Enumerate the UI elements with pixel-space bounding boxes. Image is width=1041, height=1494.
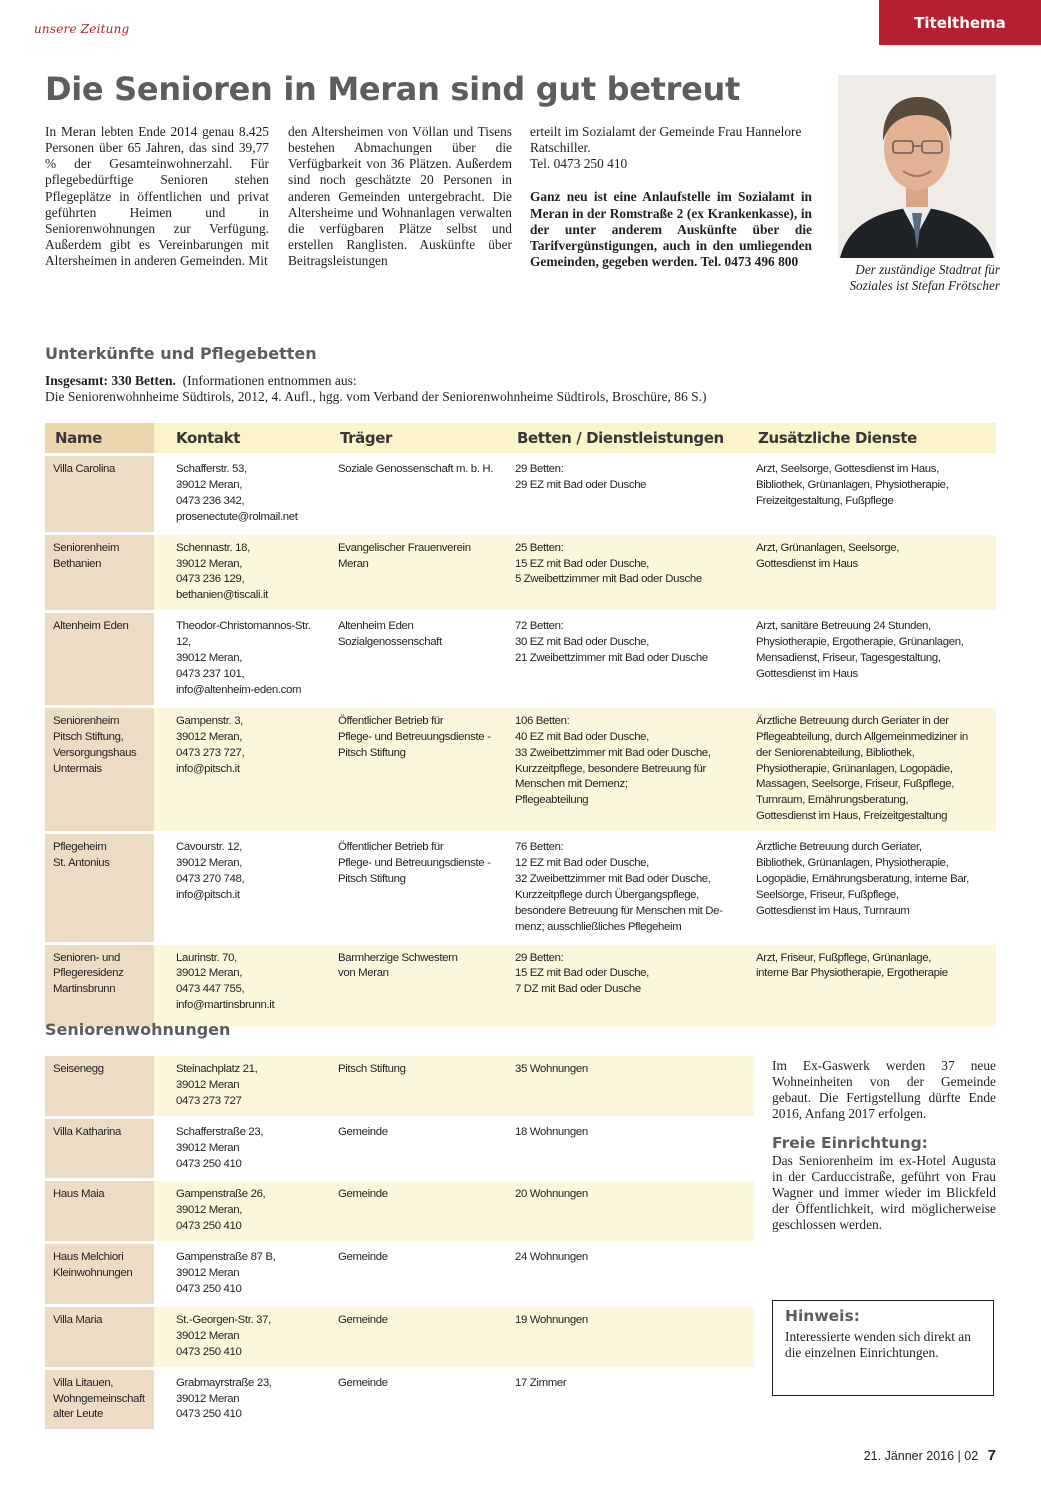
facility-services: Ärztliche Betreuung durch Geriater, Bibliothek, Grünanlagen, Physiotherapie, Logopädie, Ernährungsberatung, interne Bar, Seelsorge, Friseur, Fußpflege, Gottesdienst im Haus, Turnraum (756, 841, 969, 917)
facility-operator: Barmherzige Schwestern von Meran (338, 951, 458, 980)
hint-heading: Hinweis: (785, 1307, 860, 1325)
table-row (45, 834, 996, 941)
page-footer (760, 1447, 996, 1464)
facility-contact: Schafferstr. 53, 39012 Meran, 0473 236 342, prosenectute@rolmail.net (176, 463, 298, 523)
source-line-1: (Informationen entnommen aus: (182, 373, 357, 388)
apartment-units: 24 Wohnungen (515, 1251, 588, 1264)
apartment-units: 18 Wohnungen (515, 1125, 588, 1138)
apartment-contact: Schafferstraße 23, 39012 Meran 0473 250 410 (176, 1125, 264, 1170)
facility-operator: Öffentlicher Betrieb für Pflege- und Betreuungsdienste - Pitsch Stiftung (338, 841, 491, 885)
apartment-contact: Gampenstraße 26, 39012 Meran, 0473 250 410 (176, 1188, 266, 1233)
apartment-operator: Gemeinde (338, 1125, 388, 1138)
intro-column-1 (45, 124, 269, 269)
care-homes-table (45, 420, 996, 1030)
facility-beds: 29 Betten: 15 EZ mit Bad oder Dusche, 7 DZ mit Bad oder Dusche (515, 951, 649, 996)
intro-text-2: den Altersheimen von Völlan und Tisens bestehen Abmachungen über die Verfügbarkeit von 36 Plätzen. Außerdem sind noch geschätzte 20 Personen in anderen Gemeinden untergebracht. Die Altersheime und Wohnanlagen verwalten die verfügbaren Plätze selbst und erstellen Ranglisten. Auskünfte über Beitragsleistungen (288, 124, 512, 269)
facility-beds: 25 Betten: 15 EZ mit Bad oder Dusche, 5 Zweibettzimmer mit Bad oder Dusche (515, 541, 702, 586)
table-row (45, 1244, 754, 1304)
facility-contact: Theodor-Christomannos-Str. 12, 39012 Meran, 0473 237 101, info@altenheim-eden.com (176, 620, 311, 696)
portrait-photo (838, 75, 996, 258)
article-headline: Die Senioren in Meran sind gut betreut (45, 70, 741, 108)
masthead-logo: unsere Zeitung (34, 22, 130, 36)
facility-services: Arzt, sanitäre Betreuung 24 Stunden, Physiotherapie, Ergotherapie, Grünanlagen, Mensadienst, Friseur, Tagesgestaltung, Gottesdienst im Haus (756, 620, 964, 680)
apartment-name: Villa Litauen, Wohngemeinschaft alter Leute (53, 1376, 145, 1421)
portrait-illustration (838, 75, 996, 258)
table-row (45, 945, 996, 1027)
facility-contact: Cavourstr. 12, 39012 Meran, 0473 270 748, info@pitsch.it (176, 841, 245, 901)
facility-services: Arzt, Grünanlagen, Seelsorge, Gottesdienst im Haus (756, 541, 900, 570)
facility-beds: 106 Betten: 40 EZ mit Bad oder Dusche, 33 Zweibettzimmer mit Bad oder Dusche, Kurzzeitpflege, besondere Betreuung für Menschen mit Demenz; Pflegeabteilung (515, 714, 711, 807)
sidebar-notes (772, 1058, 996, 1234)
facility-name: Seniorenheim Bethanien (53, 541, 120, 570)
facility-operator: Altenheim Eden Sozialgenossenschaft (338, 620, 442, 649)
apartment-units: 17 Zimmer (515, 1376, 567, 1389)
hint-box (772, 1300, 994, 1396)
facility-name: Seniorenheim Pitsch Stiftung, Versorgungshaus Untermais (53, 714, 137, 775)
senior-apartments-table (45, 1053, 754, 1432)
apartment-contact: St.-Georgen-Str. 37, 39012 Meran 0473 250 410 (176, 1313, 271, 1358)
intro-column-2 (288, 124, 512, 269)
apartment-contact: Gampenstraße 87 B, 39012 Meran 0473 250 410 (176, 1251, 276, 1295)
facility-name: Altenheim Eden (53, 620, 129, 633)
source-line-2: Die Seniorenwohnheime Südtirols, 2012, 4. Aufl., hgg. vom Verband der Seniorenwohnheime Südtirols, Broschüre, 86 S.) (45, 389, 707, 405)
table-row (45, 1181, 754, 1241)
intro-text-1: In Meran lebten Ende 2014 genau 8.425 Personen über 65 Jahren, das sind 39,77 % der Gesamteinwohnerzahl. Für pflegebedürftige Senioren stehen Pflegeplätze in öffentlichen und privat geführten Heimen und in Seniorenwohnungen zur Verfügung. Außerdem gibt es Vereinbarungen mit Altersheimen in anderen Gemeinden. Mit (45, 124, 269, 269)
photo-caption: Der zuständige Stadtrat für Soziales ist Stefan Frötscher (849, 262, 1000, 293)
intro-column-3 (530, 124, 812, 270)
apartment-name: Seisenegg (53, 1063, 104, 1075)
apartment-operator: Gemeinde (338, 1376, 388, 1389)
intro-text-bold: Ganz neu ist eine Anlaufstelle im Sozialamt in Meran in der Romstraße 2 (ex Krankenkasse), in der unter anderem Auskünfte über die Tarifvergünstigungen, auch in den umliegenden Gemeinden, gegeben werden. Tel. 0473 496 800 (530, 189, 812, 270)
table-row (45, 1056, 754, 1116)
table-row (45, 1307, 754, 1367)
table-header-row (45, 423, 996, 453)
apartment-name: Villa Maria (53, 1313, 103, 1326)
free-facility-text: Das Seniorenheim im ex-Hotel Augusta in der Carduccistraße, geführt von Frau Wagner und immer wieder im Blickfeld der Öffentlichkeit, wird möglicherweise geschlossen werden. (772, 1152, 996, 1233)
hint-text: Interessierte wenden sich direkt an die einzelnen Einrichtungen. (785, 1329, 971, 1360)
column-header-contact: Kontakt (154, 423, 330, 453)
apartment-units: 19 Wohnungen (515, 1313, 588, 1326)
page-number: 7 (987, 1447, 996, 1464)
apartment-operator: Gemeinde (338, 1313, 388, 1326)
apartment-operator: Gemeinde (338, 1251, 388, 1264)
apartment-units: 20 Wohnungen (515, 1188, 588, 1201)
apartment-units: 35 Wohnungen (515, 1063, 588, 1075)
column-header-beds: Betten / Dienstleistungen (507, 423, 748, 453)
section-heading-apartments: Seniorenwohnungen (45, 1020, 231, 1039)
facility-services: Arzt, Friseur, Fußpflege, Grünanlage, interne Bar Physiotherapie, Ergotherapie (756, 951, 948, 980)
facility-contact: Schennastr. 18, 39012 Meran, 0473 236 129, bethanien@tiscali.it (176, 541, 268, 602)
apartment-operator: Gemeinde (338, 1188, 388, 1201)
section-tab: Titelthema (879, 0, 1041, 45)
apartment-name: Haus Maia (53, 1188, 105, 1201)
facility-beds: 29 Betten: 29 EZ mit Bad oder Dusche (515, 463, 647, 491)
section-heading-accommodation: Unterkünfte und Pflegebetten (45, 344, 317, 363)
total-beds: Insgesamt: 330 Betten. (45, 373, 176, 388)
table-row (45, 535, 996, 611)
intro-text-3: erteilt im Sozialamt der Gemeinde Frau Hannelore Ratschiller. Tel. 0473 250 410 (530, 124, 802, 172)
facility-beds: 76 Betten: 12 EZ mit Bad oder Dusche, 32 Zweibettzimmer mit Bad oder Dusche, Kurzzeitpflege durch Übergangspflege, besondere Betreuung für Menschen mit De- menz; ausschließliches Pflegeheim (515, 841, 723, 933)
apartment-name: Villa Katharina (53, 1125, 121, 1138)
facility-contact: Laurinstr. 70, 39012 Meran, 0473 447 755, info@martinsbrunn.it (176, 951, 275, 1012)
apartment-contact: Grabmayrstraße 23, 39012 Meran 0473 250 410 (176, 1376, 272, 1421)
facility-services: Ärztliche Betreuung durch Geriater in der Pflegeabteilung, durch Allgemeinmediziner in der Seniorenabteilung, Bibliothek, Physiotherapie, Grünanlagen, Logopädie, Massagen, Seelsorge, Friseur, Fußpflege, Turnraum, Ernährungsberatung, Gottesdienst im Haus, Freizeitgestaltung (756, 714, 968, 823)
column-header-services: Zusätzliche Dienste (748, 423, 996, 453)
free-facility-heading: Freie Einrichtung: (772, 1133, 928, 1152)
facility-name: Pflegeheim St. Antonius (53, 841, 110, 870)
facility-name: Senioren- und Pflegeresidenz Martinsbrunn (53, 951, 124, 996)
apartment-contact: Steinachplatz 21, 39012 Meran 0473 273 727 (176, 1063, 258, 1107)
facility-operator: Evangelischer Frauenverein Meran (338, 541, 471, 570)
apartment-name: Haus Melchiori Kleinwohnungen (53, 1251, 133, 1280)
facility-name: Villa Carolina (53, 463, 116, 475)
facility-beds: 72 Betten: 30 EZ mit Bad oder Dusche, 21 Zweibettzimmer mit Bad oder Dusche (515, 620, 708, 665)
column-header-operator: Träger (330, 423, 507, 453)
facility-contact: Gampenstr. 3, 39012 Meran, 0473 273 727, info@pitsch.it (176, 714, 245, 775)
table-row (45, 456, 996, 532)
facility-operator: Soziale Genossenschaft m. b. H. (338, 463, 494, 475)
column-header-name: Name (45, 423, 154, 453)
table-row (45, 1119, 754, 1179)
table-row (45, 708, 996, 831)
footer-date-issue: 21. Jänner 2016 | 02 (863, 1449, 979, 1463)
facility-operator: Öffentlicher Betrieb für Pflege- und Betreuungsdienste - Pitsch Stiftung (338, 714, 491, 759)
facility-services: Arzt, Seelsorge, Gottesdienst im Haus, Bibliothek, Grünanlagen, Physiotherapie, Freizeitgestaltung, Fußpflege (756, 463, 949, 507)
apartment-operator: Pitsch Stiftung (338, 1063, 406, 1075)
table-row (45, 1370, 754, 1430)
table-row (45, 613, 996, 705)
gasworks-note: Im Ex-Gaswerk werden 37 neue Wohneinheiten von der Gemeinde gebaut. Die Fertigstellung dürfte Ende 2016, Anfang 2017 erfolgen. (772, 1058, 996, 1122)
source-note (45, 373, 945, 406)
